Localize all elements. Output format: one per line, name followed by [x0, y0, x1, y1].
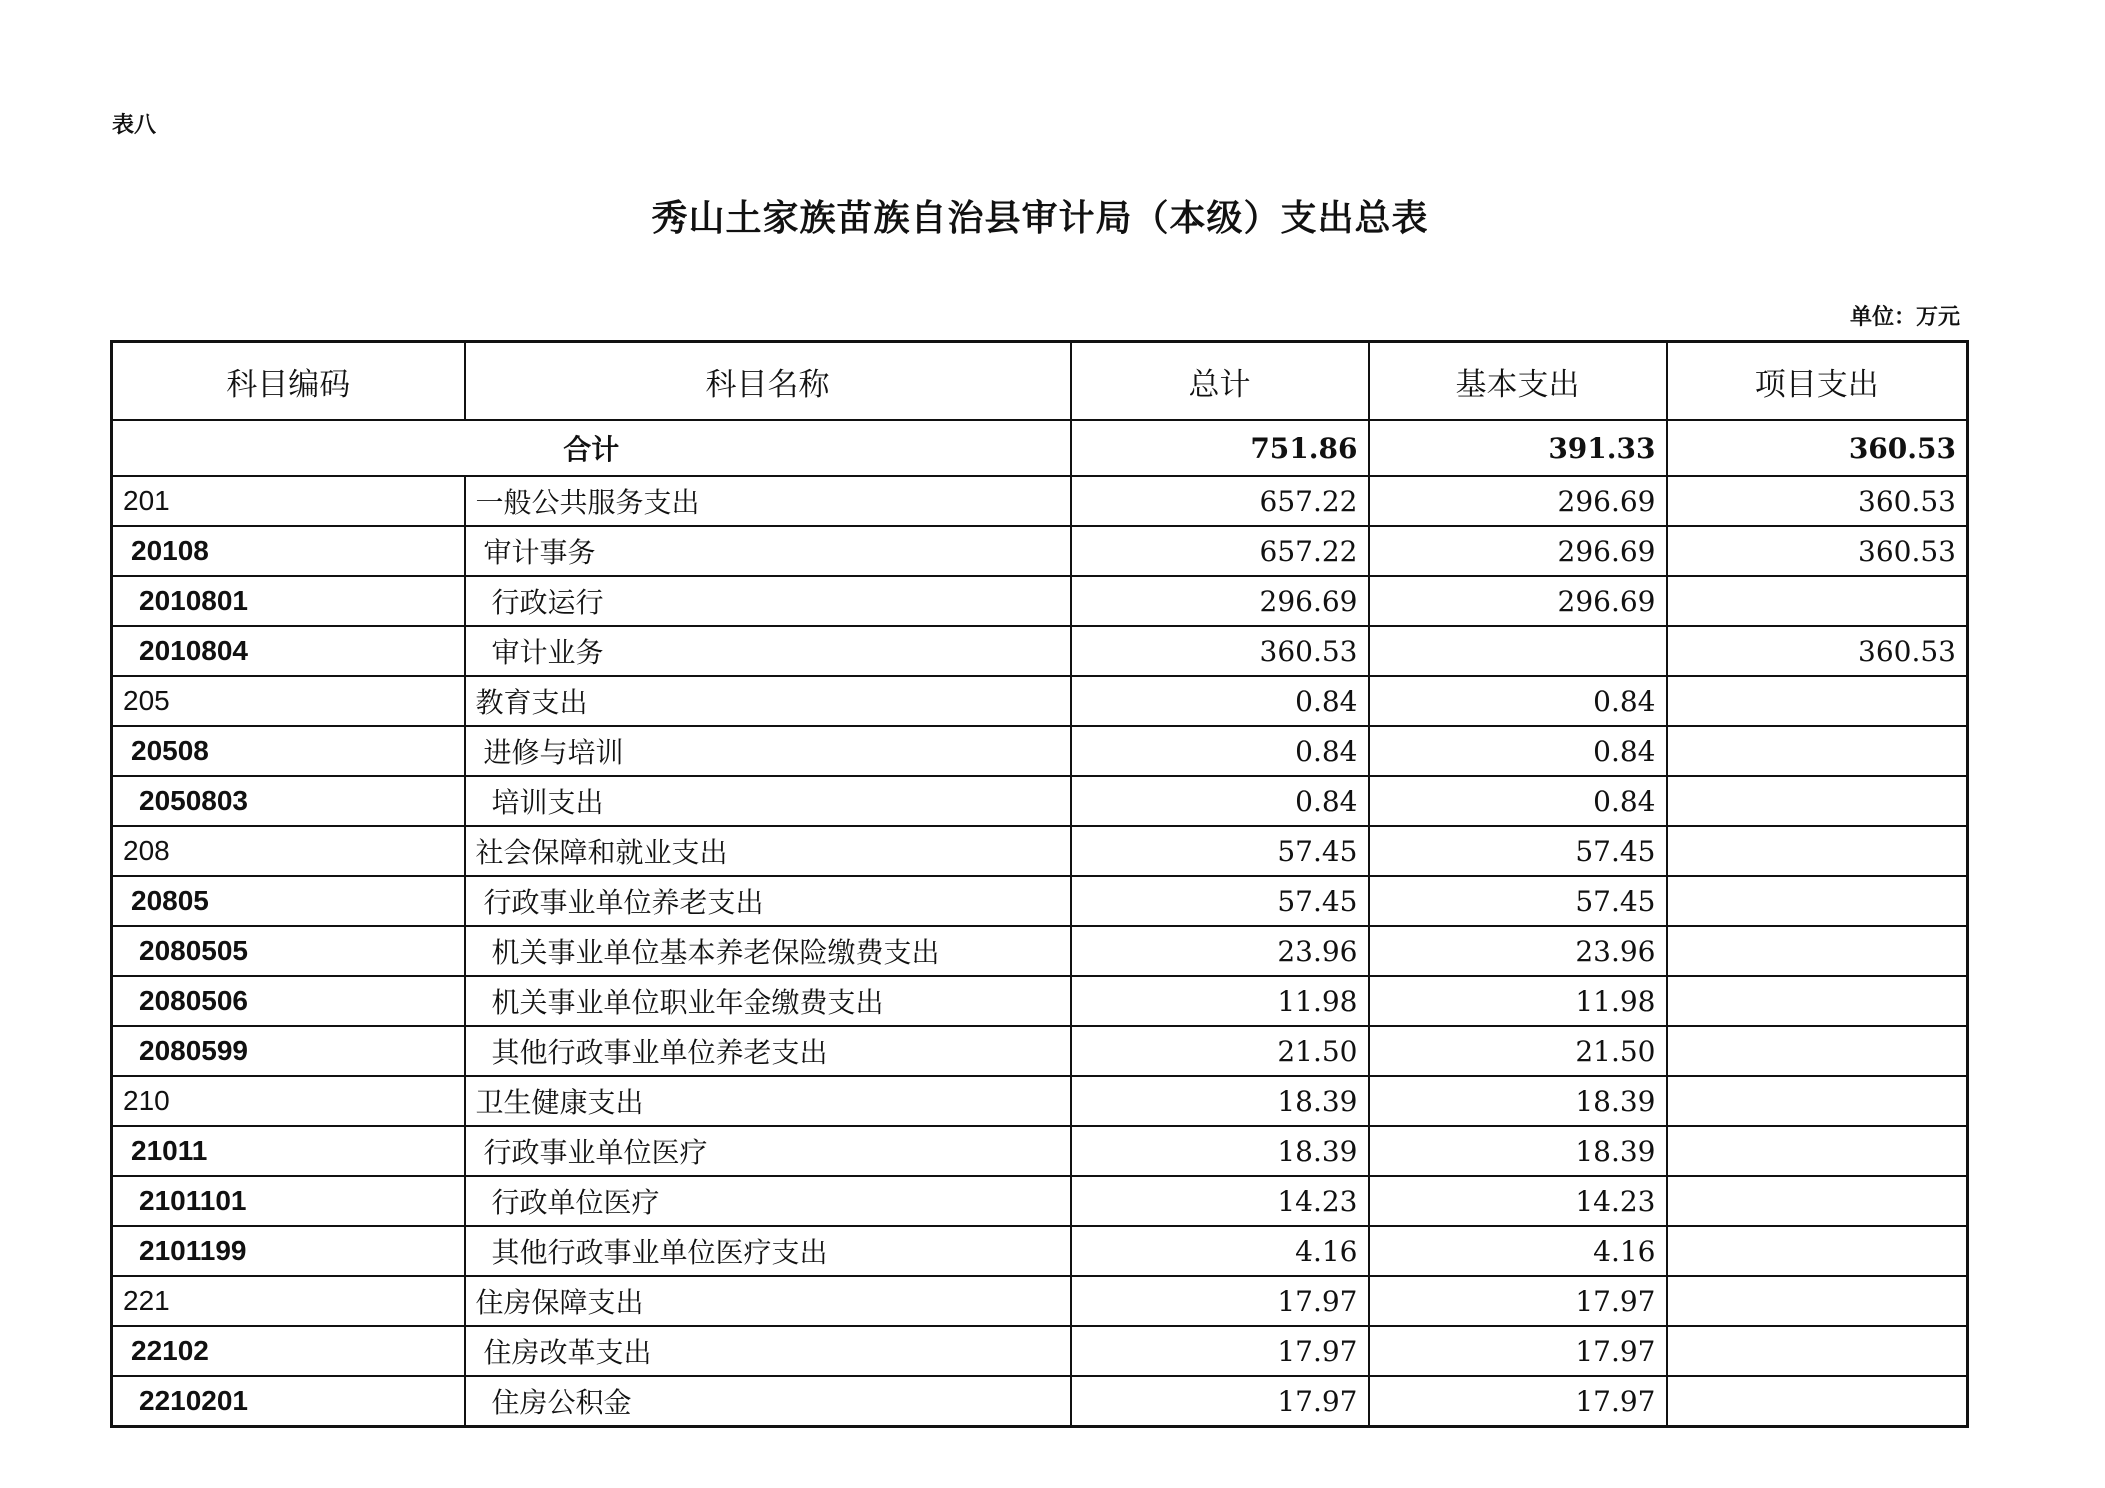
header-row	[112, 342, 1968, 421]
project-cell: 360.53	[1667, 526, 1968, 576]
header-basic: 基本支出	[1369, 342, 1667, 421]
code-cell: 20108	[112, 526, 465, 576]
total-cell: 18.39	[1071, 1076, 1369, 1126]
name-cell: 一般公共服务支出	[465, 476, 1071, 526]
table-row	[112, 1276, 1968, 1326]
code-cell: 20508	[112, 726, 465, 776]
table-row	[112, 1026, 1968, 1076]
total-cell: 21.50	[1071, 1026, 1369, 1076]
header-total: 总计	[1071, 342, 1369, 421]
code-cell: 205	[112, 676, 465, 726]
total-cell: 0.84	[1071, 726, 1369, 776]
basic-cell: 57.45	[1369, 826, 1667, 876]
code-cell: 221	[112, 1276, 465, 1326]
total-cell: 0.84	[1071, 776, 1369, 826]
table-row	[112, 876, 1968, 926]
code-cell: 2050803	[112, 776, 465, 826]
name-cell: 行政事业单位养老支出	[465, 876, 1071, 926]
name-cell: 住房改革支出	[465, 1326, 1071, 1376]
name-cell: 行政单位医疗	[465, 1176, 1071, 1226]
table-row	[112, 776, 1968, 826]
basic-cell: 11.98	[1369, 976, 1667, 1026]
project-cell	[1667, 1376, 1968, 1427]
basic-cell: 57.45	[1369, 876, 1667, 926]
code-cell: 21011	[112, 1126, 465, 1176]
name-cell: 卫生健康支出	[465, 1076, 1071, 1126]
basic-cell: 296.69	[1369, 476, 1667, 526]
corner-label: 表八	[112, 112, 157, 138]
basic-cell: 296.69	[1369, 526, 1667, 576]
project-cell	[1667, 1026, 1968, 1076]
total-cell: 57.45	[1071, 826, 1369, 876]
project-cell	[1667, 676, 1968, 726]
name-cell: 住房保障支出	[465, 1276, 1071, 1326]
total-cell: 360.53	[1071, 626, 1369, 676]
code-cell: 208	[112, 826, 465, 876]
unit-label: 单位：万元	[1849, 304, 1960, 330]
name-cell: 社会保障和就业支出	[465, 826, 1071, 876]
total-cell: 57.45	[1071, 876, 1369, 926]
name-cell: 其他行政事业单位医疗支出	[465, 1226, 1071, 1276]
basic-cell: 0.84	[1369, 776, 1667, 826]
total-row	[112, 420, 1968, 476]
basic-cell: 17.97	[1369, 1276, 1667, 1326]
total-cell: 657.22	[1071, 526, 1369, 576]
basic-cell: 14.23	[1369, 1176, 1667, 1226]
basic-cell: 0.84	[1369, 676, 1667, 726]
basic-cell: 0.84	[1369, 726, 1667, 776]
code-cell: 2010804	[112, 626, 465, 676]
total-cell: 17.97	[1071, 1376, 1369, 1427]
table-row	[112, 526, 1968, 576]
table-row	[112, 1326, 1968, 1376]
name-cell: 进修与培训	[465, 726, 1071, 776]
total-cell: 18.39	[1071, 1126, 1369, 1176]
project-cell	[1667, 1226, 1968, 1276]
code-cell: 201	[112, 476, 465, 526]
project-cell	[1667, 1176, 1968, 1226]
project-cell: 360.53	[1667, 626, 1968, 676]
project-cell	[1667, 1076, 1968, 1126]
code-cell: 22102	[112, 1326, 465, 1376]
code-cell: 2210201	[112, 1376, 465, 1427]
total-cell: 14.23	[1071, 1176, 1369, 1226]
name-cell: 机关事业单位基本养老保险缴费支出	[465, 926, 1071, 976]
project-cell	[1667, 926, 1968, 976]
basic-cell	[1369, 626, 1667, 676]
table-row	[112, 1126, 1968, 1176]
project-cell	[1667, 976, 1968, 1026]
header-code: 科目编码	[112, 342, 465, 421]
table-row	[112, 626, 1968, 676]
project-cell	[1667, 1276, 1968, 1326]
basic-cell: 17.97	[1369, 1376, 1667, 1427]
total-cell: 296.69	[1071, 576, 1369, 626]
total-cell: 657.22	[1071, 476, 1369, 526]
name-cell: 审计事务	[465, 526, 1071, 576]
table-row	[112, 1226, 1968, 1276]
name-cell: 住房公积金	[465, 1376, 1071, 1427]
project-cell: 360.53	[1667, 476, 1968, 526]
project-cell	[1667, 776, 1968, 826]
name-cell: 培训支出	[465, 776, 1071, 826]
project-cell	[1667, 726, 1968, 776]
code-cell: 2080505	[112, 926, 465, 976]
total-cell: 23.96	[1071, 926, 1369, 976]
code-cell: 210	[112, 1076, 465, 1126]
basic-cell: 23.96	[1369, 926, 1667, 976]
project-cell	[1667, 576, 1968, 626]
basic-cell: 18.39	[1369, 1076, 1667, 1126]
table-row	[112, 1376, 1968, 1427]
name-cell: 审计业务	[465, 626, 1071, 676]
total-label: 合计	[112, 420, 1071, 476]
name-cell: 行政事业单位医疗	[465, 1126, 1071, 1176]
table-row	[112, 476, 1968, 526]
code-cell: 2080599	[112, 1026, 465, 1076]
table-row	[112, 976, 1968, 1026]
name-cell: 行政运行	[465, 576, 1071, 626]
total-cell: 11.98	[1071, 976, 1369, 1026]
table-row	[112, 726, 1968, 776]
total-cell: 17.97	[1071, 1276, 1369, 1326]
project-cell	[1667, 826, 1968, 876]
table-row	[112, 826, 1968, 876]
header-name: 科目名称	[465, 342, 1071, 421]
page-title: 秀山土家族苗族自治县审计局（本级）支出总表	[651, 197, 1429, 239]
total-project: 360.53	[1667, 420, 1968, 476]
name-cell: 教育支出	[465, 676, 1071, 726]
project-cell	[1667, 1326, 1968, 1376]
table-row	[112, 926, 1968, 976]
total-basic: 391.33	[1369, 420, 1667, 476]
basic-cell: 17.97	[1369, 1326, 1667, 1376]
basic-cell: 4.16	[1369, 1226, 1667, 1276]
basic-cell: 21.50	[1369, 1026, 1667, 1076]
basic-cell: 18.39	[1369, 1126, 1667, 1176]
total-cell: 17.97	[1071, 1326, 1369, 1376]
total-cell: 4.16	[1071, 1226, 1369, 1276]
expenditure-table	[110, 340, 1969, 1428]
header-project: 项目支出	[1667, 342, 1968, 421]
table-row	[112, 1076, 1968, 1126]
table-row	[112, 576, 1968, 626]
total-sum: 751.86	[1071, 420, 1369, 476]
code-cell: 2080506	[112, 976, 465, 1026]
table-row	[112, 676, 1968, 726]
name-cell: 其他行政事业单位养老支出	[465, 1026, 1071, 1076]
name-cell: 机关事业单位职业年金缴费支出	[465, 976, 1071, 1026]
total-cell: 0.84	[1071, 676, 1369, 726]
project-cell	[1667, 1126, 1968, 1176]
basic-cell: 296.69	[1369, 576, 1667, 626]
code-cell: 2101101	[112, 1176, 465, 1226]
code-cell: 2010801	[112, 576, 465, 626]
table-row	[112, 1176, 1968, 1226]
project-cell	[1667, 876, 1968, 926]
code-cell: 20805	[112, 876, 465, 926]
code-cell: 2101199	[112, 1226, 465, 1276]
